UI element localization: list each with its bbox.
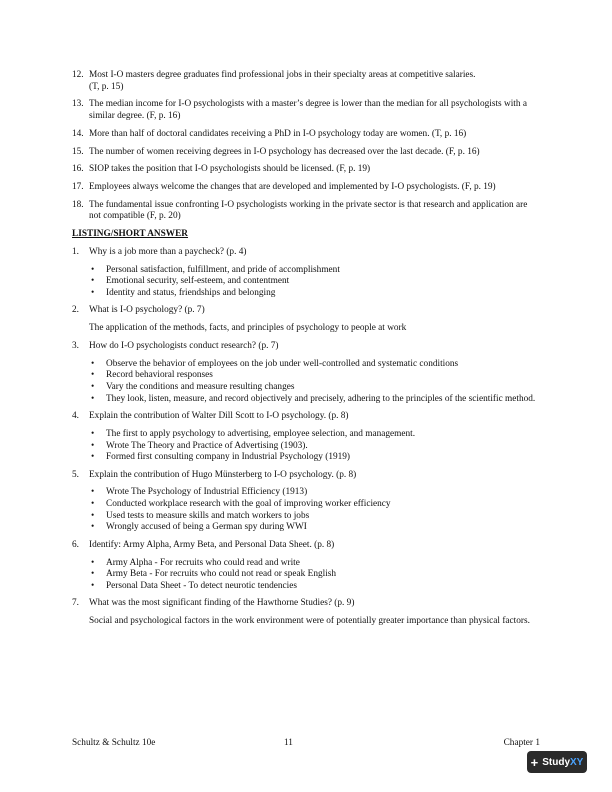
item-number: 14. — [72, 128, 84, 139]
list-item: • The first to apply psychology to advertising, employee selection, and management. — [91, 428, 416, 439]
list-item: • Wrote The Theory and Practice of Advertising (1903). — [91, 440, 308, 451]
bullet-icon: • — [91, 287, 95, 298]
question-text: What is I-O psychology? (p. 7) — [89, 305, 205, 316]
answer-bullet-list — [72, 429, 540, 464]
question-text: Why is a job more than a paycheck? (p. 4) — [89, 246, 247, 257]
bullet-icon: • — [91, 358, 95, 369]
sa-item-1 — [72, 247, 540, 259]
studyxy-badge[interactable] — [527, 751, 587, 773]
question-text: How do I-O psychologists conduct research? (p. 7) — [89, 340, 279, 351]
item-number: 13. — [72, 99, 84, 110]
bullet-icon: • — [91, 381, 95, 392]
list-item: • Wrongly accused of being a German spy during WWI — [91, 522, 307, 533]
page-content — [72, 70, 540, 634]
list-item: • Vary the conditions and measure resulting changes — [91, 381, 295, 392]
question-text: What was the most significant finding of the Hawthorne Studies? (p. 9) — [89, 598, 355, 609]
list-item: • Observe the behavior of employees on the job under well-controlled and systematic conditions — [91, 358, 459, 369]
item-number: 16. — [72, 164, 84, 175]
question-text: Identify: Army Alpha, Army Beta, and Personal Data Sheet. (p. 8) — [89, 539, 335, 550]
badge-study-text: Study — [542, 756, 571, 768]
bullet-icon: • — [91, 264, 95, 275]
bullet-icon: • — [91, 428, 95, 439]
question-text: Explain the contribution of Walter Dill Scott to I-O psychology. (p. 8) — [89, 411, 349, 422]
item-number: 12. — [72, 70, 84, 80]
item-text: Most I-O masters degree graduates find professional jobs in their specialty areas at competitive salaries. — [89, 70, 476, 80]
item-text: Employees always welcome the changes that are developed and implemented by I-O psychologists. (F, p. 19) — [89, 182, 496, 193]
tf-item-17 — [72, 182, 540, 194]
item-number: 6. — [72, 539, 79, 550]
answer-text: The application of the methods, facts, and principles of psychology to people at work — [89, 323, 407, 334]
tf-item-13 — [72, 99, 540, 122]
list-item: • Army Beta - For recruits who could not read or speak English — [91, 569, 337, 580]
list-item: • Record behavioral responses — [91, 370, 213, 381]
list-item: • Identity and status, friendships and belonging — [91, 287, 276, 298]
badge-xy-text: XY — [570, 756, 584, 768]
sa-item-3 — [72, 341, 540, 353]
item-number: 15. — [72, 146, 84, 157]
sa-item-6 — [72, 540, 540, 552]
item-text: The median income for I-O psychologists with a master’s degree is lower than the median for all psychologists with a similar degree. (F, p. 16) — [89, 99, 527, 121]
item-text: More than half of doctoral candidates receiving a PhD in I-O psychology today are women. (T, p. 16) — [89, 128, 467, 139]
footer-book-title: Schultz & Schultz 10e — [72, 738, 156, 748]
answer-bullet-list — [72, 265, 540, 300]
page-number: 11 — [284, 738, 293, 748]
answer-bullet-list — [72, 359, 540, 405]
question-text: Explain the contribution of Hugo Münsterberg to I-O psychology. (p. 8) — [89, 469, 357, 480]
item-number: 5. — [72, 469, 79, 480]
tf-item-14 — [72, 129, 540, 141]
plus-icon: + — [530, 754, 539, 770]
answer-bullet-list — [72, 558, 540, 593]
list-item: • Army Alpha - For recruits who could read and write — [91, 557, 300, 568]
item-text: The number of women receiving degrees in I-O psychology has decreased over the last decade. (F, p. 16) — [89, 146, 480, 157]
item-number: 1. — [72, 246, 79, 257]
bullet-icon: • — [91, 452, 95, 463]
list-item: • Personal satisfaction, fulfillment, and pride of accomplishment — [91, 264, 340, 275]
sa-item-4 — [72, 411, 540, 423]
list-item: • Emotional security, self-esteem, and contentment — [91, 276, 290, 287]
tf-item-12 — [72, 70, 540, 93]
item-number: 17. — [72, 182, 84, 193]
bullet-icon: • — [91, 522, 95, 533]
section-heading: LISTING/SHORT ANSWER — [72, 229, 189, 240]
list-item: • Formed first consulting company in Industrial Psychology (1919) — [91, 452, 351, 463]
item-source: (T, p. 15) — [89, 81, 124, 92]
bullet-icon: • — [91, 580, 95, 591]
tf-item-15 — [72, 147, 540, 159]
bullet-icon: • — [91, 393, 95, 404]
item-number: 7. — [72, 598, 79, 609]
bullet-icon: • — [91, 557, 95, 568]
item-number: 4. — [72, 411, 79, 422]
list-item: • Wrote The Psychology of Industrial Efficiency (1913) — [91, 487, 308, 498]
bullet-icon: • — [91, 440, 95, 451]
list-item: • Personal Data Sheet - To detect neurotic tendencies — [91, 580, 297, 591]
sa-item-2 — [72, 305, 540, 317]
list-item: • Conducted workplace research with the goal of improving worker efficiency — [91, 499, 391, 510]
item-number: 3. — [72, 340, 79, 351]
sa-item-7 — [72, 598, 540, 610]
bullet-icon: • — [91, 487, 95, 498]
bullet-icon: • — [91, 370, 95, 381]
tf-item-18 — [72, 200, 540, 223]
tf-item-16 — [72, 164, 540, 176]
bullet-icon: • — [91, 499, 95, 510]
sa-item-5 — [72, 470, 540, 482]
answer-text: Social and psychological factors in the work environment were of potentially greater importance than physical factors. — [89, 616, 530, 627]
list-item: • They look, listen, measure, and record objectively and precisely, adhering to the principles of the scientific method. — [91, 393, 536, 404]
footer-chapter: Chapter 1 — [503, 738, 540, 748]
item-text: The fundamental issue confronting I-O psychologists working in the private sector is that research and application are not compatible (F, p. 20) — [89, 199, 528, 222]
bullet-icon: • — [91, 276, 95, 287]
bullet-icon: • — [91, 569, 95, 580]
bullet-icon: • — [91, 510, 95, 521]
list-item: • Used tests to measure skills and match workers to jobs — [91, 510, 310, 521]
item-number: 18. — [72, 199, 84, 210]
item-text: SIOP takes the position that I-O psychologists should be licensed. (F, p. 19) — [89, 164, 371, 175]
answer-bullet-list — [72, 487, 540, 533]
item-number: 2. — [72, 305, 79, 316]
